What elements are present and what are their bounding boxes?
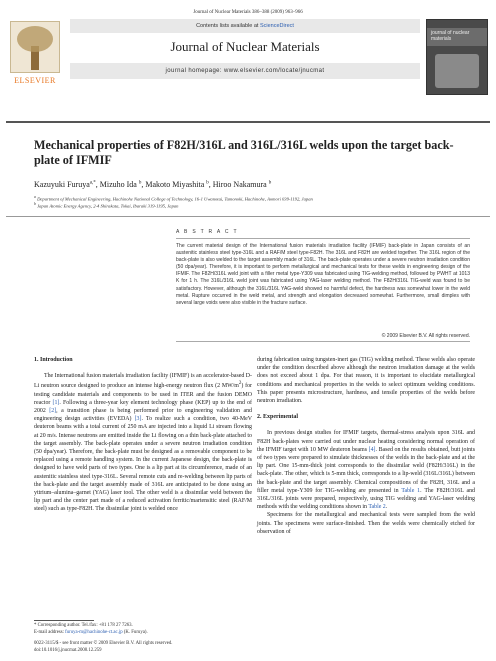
contents-bar: [70, 19, 420, 33]
affiliation-text: Japan Atomic Energy Agency, 2-4 Shirakata, Tokai, Ibaraki 319-1195, Japan: [37, 203, 179, 209]
author-sup: b: [268, 180, 272, 186]
abstract-copyright: © 2009 Elsevier B.V. All rights reserved.: [381, 333, 470, 339]
author-sup: a,*: [89, 180, 96, 186]
affiliation: [34, 202, 474, 209]
issn-line: 0022-3115/$ - see front matter © 2009 Elsevier B.V. All rights reserved.: [34, 641, 173, 646]
elsevier-logo[interactable]: [6, 19, 64, 91]
body-paragraph: during fabrication using tungsten-inert gas (TIG) welding method. These welds also operate under the condition described above although the neutron irradiation damage at the welds does not exceed about 1 dpa. For that reason, it is important to elucidate metallurgical conditions and mechanical properties in the welds to select optimum welding conditions. This paper presents microstructure, hardness, and tensile properties of the welds before neutron irradiation.: [257, 357, 475, 405]
author-sup: b: [206, 180, 209, 186]
affiliation-divider: [6, 216, 490, 217]
sciencedirect-link[interactable]: ScienceDirect: [259, 23, 294, 29]
doi-line[interactable]: doi:10.1016/j.jnucmat.2008.12.259: [34, 648, 102, 653]
cover-text: journal of nuclear materials: [431, 30, 470, 42]
affiliation: [34, 195, 474, 202]
section-heading-experimental: 2. Experimental: [257, 414, 298, 421]
header-divider: [6, 121, 490, 123]
abstract-heading: A B S T R A C T: [176, 229, 239, 235]
citation-link[interactable]: [4]: [368, 446, 376, 453]
elsevier-wordmark: ELSEVIER: [14, 76, 56, 85]
citation-link[interactable]: [1]: [52, 399, 60, 406]
author-name[interactable]: Mizuho Ida: [99, 180, 137, 189]
affiliation-text: Department of Mechanical Engineering, Hachinohe National College of Technology, 16-1 Uwanotai, Tamonoki, Hachinohe, Aomori 039-1192, Japan: [37, 196, 313, 202]
citation-link[interactable]: [3]: [134, 416, 142, 423]
elsevier-tree-icon: [10, 21, 60, 73]
body-paragraph: Specimens for the metallurgical and mechanical tests were sampled from the weld joints. The specimens were surface-finished. Then the welds were chemically etched for observation of: [257, 512, 475, 535]
left-column: [34, 356, 252, 514]
author-name[interactable]: Kazuyuki Furuya: [34, 180, 90, 189]
author-name[interactable]: Hiroo Nakamura: [212, 180, 267, 189]
masthead-center: [70, 19, 420, 97]
contents-prefix: Contents lists available at: [196, 23, 260, 29]
journal-citation: Journal of Nuclear Materials 386–388 (2009) 963–966: [193, 10, 303, 15]
citation-link[interactable]: [2]: [49, 407, 57, 414]
table-link[interactable]: Table 2: [368, 504, 386, 511]
abstract-text: The current material design of the International fusion materials irradiation facility (IFMIF) back-plate in Japan consists of an austenitic stainless steel type-316L and a RAF/M steel type-F82H. The 316L and F82H are welded together. The 316L region of the back-plate is also welded to the target assembly made of 316L. The back-plate operates under a severe neutron irradiation condition (50 dpa/year). Therefore, it is important to perform metallurgical and mechanical tests for these welds in engineering design of the IFMIF. The F82H/316L weld joint with a filler metal type-Y309 was fabricated using TIG-welding method, followed by PWHT at 1013 K for 1 h. The 316L/316L weld joint was fabricated using YAG-laser welding method. The F82H/316L TIG-weld was found to be satisfactory. However, although the 316L/316L YAG-weld showed no harmful defect, the hardness was somewhat lower in the weld metal. Rupture occurred in the weld metal, and strength and elongation decreased somewhat. Furthermore, small dimples with several large voids were also visible in the fracture surface.: [176, 243, 470, 306]
affiliation-sup: b: [34, 202, 36, 206]
abstract-top-rule: [176, 238, 470, 239]
table-link[interactable]: Table 1: [401, 487, 421, 494]
corresponding-author-note: * Corresponding author. Tel./fax: +81 178 27 7263.: [34, 623, 133, 628]
body-paragraph: The International fusion materials irradiation facility (IFMIF) is an accelerator-based D-Li neutron source designed to produce an intense high-energy neutron flux (2 $MW/m^2$) for testing candidate materials and components to be used in ITER and the fusion DEMO reactor [1]. Following a three-year key element technology phase (KEP) up to the end of 2002 [2], a transition phase is being performed prior to engineering validation and engineering design activities (EVEDA) [3]. To realize such a condition, two 40-MeV deuteron beams with a total current of 250 mA are injected into a liquid Li stream flowing at 20 m/s. Intense neutrons are emitted inside the Li flowing on a thin back-plate attached to the target assembly. The back-plate operates under a severe neutron irradiation condition (50 dpa/year). Therefore, the back-plate must be designed as a removable component to be replaced using a remote handling system. In the current Japanese design, the back-plate is designed to have weld parts of two types. One is a lip part at its circumference, made of an austenitic stainless steel type-316L. Several remote cuts and re-welding between lip parts of the back-plate and the target assembly made of 316L are anticipated to be done using an yttrium–alumina–garnet (YAG) laser tool. The other weld is a dissimilar weld between the lip part and the center part made of a reduced activation ferritic/martensitic steel (RAF/M steel) such as type-F82H. The dissimilar joint is welded once: [34, 373, 252, 513]
author-list: Kazuyuki Furuya$^{a,*}$, Mizuho Ida $^b$, Makoto Miyashita $^b$, Hiroo Nakamura $^b$: [34, 180, 272, 189]
article-title: Mechanical properties of F82H/316L and 316L/316L welds upon the target back-plate of IFMIF: [34, 138, 454, 167]
author-name[interactable]: Makoto Miyashita: [145, 180, 205, 189]
journal-title: Journal of Nuclear Materials: [170, 39, 320, 54]
footnote-divider: [34, 620, 94, 621]
affiliation-sup: a: [34, 195, 36, 199]
right-column: [257, 356, 475, 536]
email-link[interactable]: furuya-m@hachinohe-ct.ac.jp: [65, 630, 123, 635]
cover-art: [435, 54, 479, 88]
section-heading-introduction: 1. Introduction: [34, 357, 73, 363]
body-paragraph: In previous design studies for IFMIF targets, thermal-stress analysis upon 316L and F82H back-plates were carried out under nuclear heating considering normal operation of the IFMIF target with 10 MW deuteron beams [4]. Based on the results obtained, butt joints of two types were prepared to simulate thicknesses of the welds in the back-plate and at the lip part. One 15-mm-thick joint corresponds to the dissimilar weld (F82H/316L) in the back-plate. The other, which is 5-mm thick, corresponds to a lip-weld (316L/316L) between the back-plate and the target assembly. Chemical compositions of the F82H, 316L and a filler metal type-Y309 for TIG-welding are presented in Table 1. The F82H/316L and 316L/316L joints were prepared, respectively, using TIG welding and YAG-laser welding methods with the welding conditions shown in Table 2.: [257, 430, 475, 511]
journal-cover-image: [426, 19, 488, 95]
journal-masthead: [6, 19, 490, 97]
journal-homepage[interactable]: journal homepage: www.elsevier.com/locate/jnucmat: [70, 63, 420, 79]
email-note: E-mail address: furuya-m@hachinohe-ct.ac.jp (K. Furuya).: [34, 630, 148, 635]
abstract-bottom-rule: [176, 341, 470, 342]
author-sup: b: [138, 180, 142, 186]
